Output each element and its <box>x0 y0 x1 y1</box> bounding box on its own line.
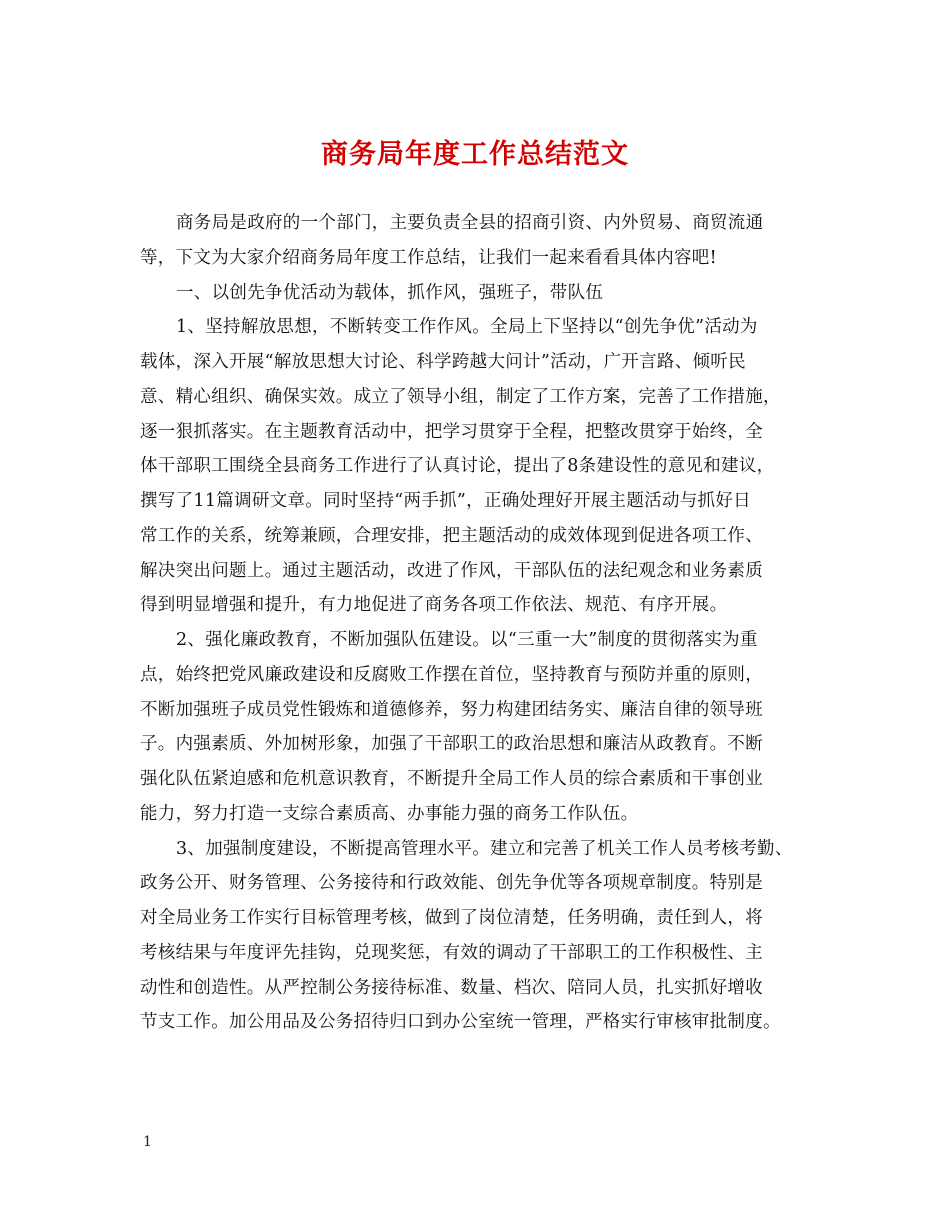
text-line: 节支工作。加公用品及公务招待归口到办公室统一管理，严格实行审核审批制度。 <box>140 1012 781 1033</box>
text-line: 点，始终把党风廉政建设和反腐败工作摆在首位，坚持教育与预防并重的原则， <box>140 664 763 685</box>
text-line: 常工作的关系，统筹兼顾，合理安排，把主题活动的成效体现到促进各项工作、 <box>140 525 763 546</box>
text-line: 意、精心组织、确保实效。成立了领导小组，制定了工作方案，完善了工作措施， <box>140 386 781 407</box>
text-line: 等，下文为大家介绍商务局年度工作总结，让我们一起来看看具体内容吧! <box>140 247 717 268</box>
text-line: 撰写了11篇调研文章。同时坚持“两手抓”，正确处理好开展主题活动与抓好日 <box>140 491 751 511</box>
page-number: 1 <box>143 1134 152 1150</box>
text-line: 子。内强素质、外加树形象，加强了干部职工的政治思想和廉洁从政教育。不断 <box>140 734 763 755</box>
text-line: 一、以创先争优活动为载体，抓作风，强班子，带队伍 <box>176 282 604 303</box>
text-line: 不断加强班子成员党性锻炼和道德修养，努力构建团结务实、廉洁自律的领导班 <box>140 699 763 720</box>
text-line: 强化队伍紧迫感和危机意识教育，不断提升全局工作人员的综合素质和干事创业 <box>140 769 763 789</box>
text-line: 考核结果与年度评先挂钩，兑现奖惩，有效的调动了干部职工的工作积极性、主 <box>140 942 763 963</box>
text-line: 逐一狠抓落实。在主题教育活动中，把学习贯穿于全程，把整改贯穿于始终，全 <box>140 421 763 442</box>
text-line: 能力，努力打造一支综合素质高、办事能力强的商务工作队伍。 <box>140 803 639 824</box>
document-title: 商务局年度工作总结范文 <box>321 139 629 170</box>
text-line: 商务局是政府的一个部门，主要负责全县的招商引资、内外贸易、商贸流通 <box>176 213 764 233</box>
text-line: 得到明显增强和提升，有力地促进了商务各项工作依法、规范、有序开展。 <box>140 595 728 616</box>
document-body <box>140 206 820 1040</box>
text-line: 载体，深入开展“解放思想大讨论、科学跨越大问计”活动，广开言路、倾听民 <box>140 352 746 372</box>
text-line: 体干部职工围绕全县商务工作进行了认真讨论，提出了8条建设性的意见和建议， <box>140 456 775 477</box>
text-line: 解决突出问题上。通过主题活动，改进了作风，干部队伍的法纪观念和业务素质 <box>140 560 763 581</box>
text-line: 1、坚持解放思想，不断转变工作作风。全局上下坚持以“创先争优”活动为 <box>176 317 758 338</box>
text-line: 3、加强制度建设，不断提高管理水平。建立和完善了机关工作人员考核考勤、 <box>176 838 793 859</box>
text-line: 2、强化廉政教育，不断加强队伍建设。以“三重一大”制度的贯彻落实为重 <box>176 630 758 650</box>
text-line: 动性和创造性。从严控制公务接待标准、数量、档次、陪同人员，扎实抓好增收 <box>140 977 763 998</box>
text-line: 政务公开、财务管理、公务接待和行政效能、创先争优等各项规章制度。特别是 <box>140 873 763 894</box>
text-line: 对全局业务工作实行目标管理考核，做到了岗位清楚，任务明确，责任到人，将 <box>140 908 763 928</box>
